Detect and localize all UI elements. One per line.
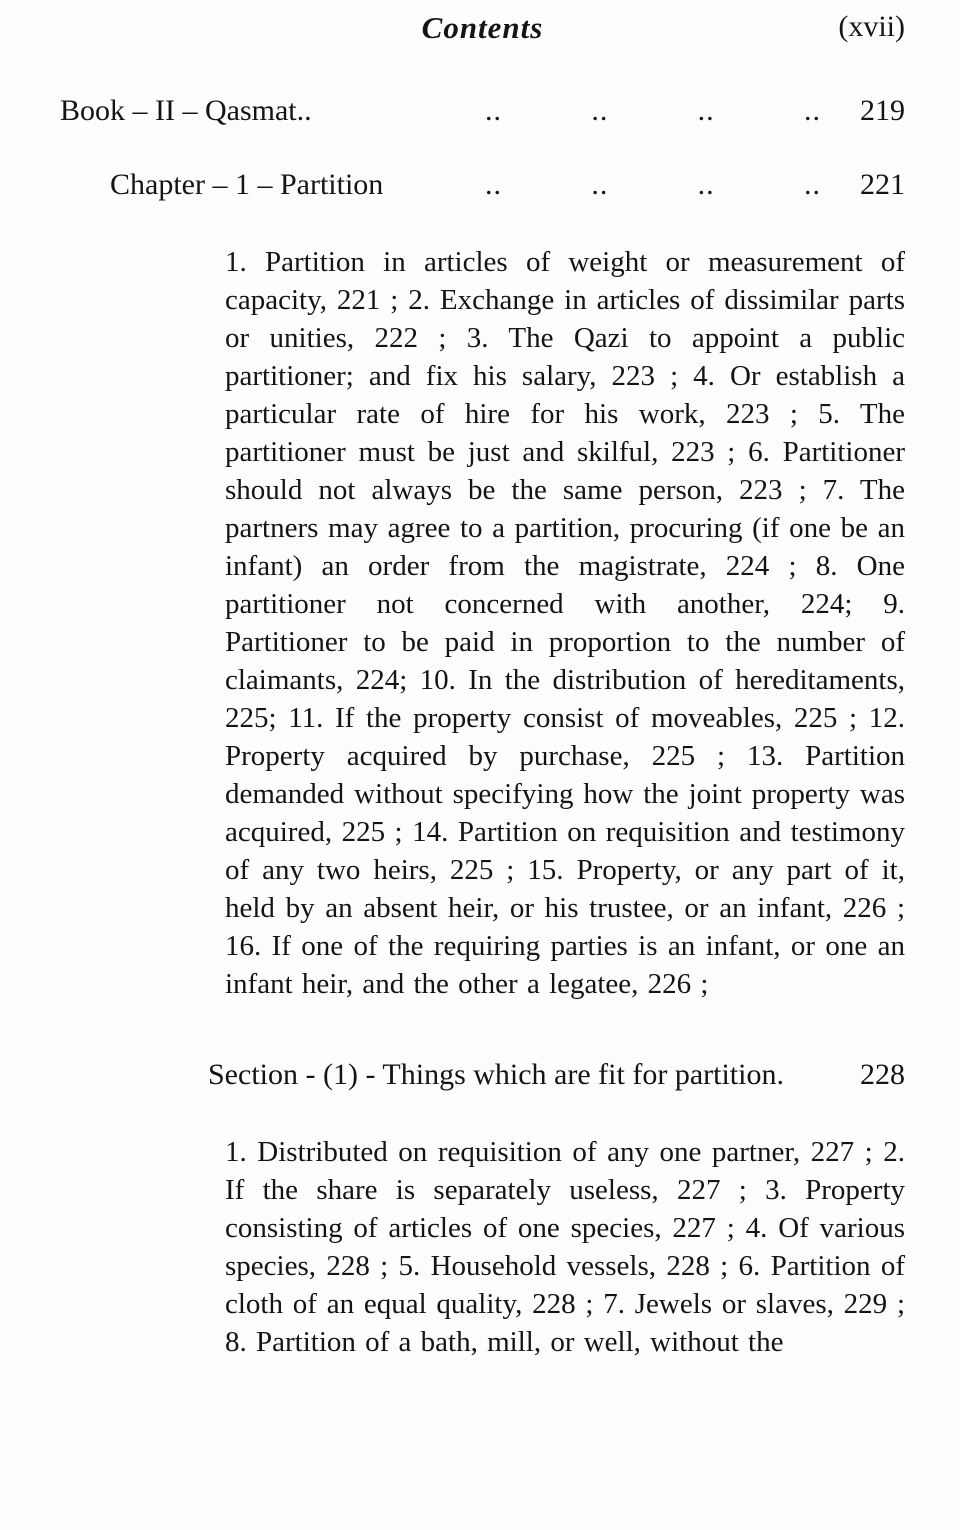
toc-label-book: Book – II – Qasmat.. — [60, 94, 312, 127]
section-page-number: 228 — [860, 1057, 905, 1091]
toc-page-book: 219 — [860, 94, 905, 127]
toc-label-chapter: Chapter – 1 – Partition — [110, 168, 384, 201]
leader-dot: .. — [485, 168, 502, 201]
folio-number: (xvii) — [838, 10, 905, 43]
leader-dot: .. — [697, 94, 715, 127]
section-heading-label: Section - (1) - Things which are fit for partition. — [208, 1057, 784, 1091]
leader-dot: .. — [591, 168, 609, 201]
dot-leaders — [485, 94, 847, 128]
page-title: Contents — [421, 10, 544, 45]
leader-dot: .. — [591, 94, 609, 127]
toc-row-book — [60, 94, 905, 128]
page-header — [60, 10, 905, 54]
dot-leaders — [485, 168, 847, 202]
leader-dot: .. — [697, 168, 715, 201]
toc-page-chapter: 221 — [860, 168, 905, 201]
leader-dot: .. — [485, 94, 502, 127]
toc-row-chapter — [60, 168, 905, 202]
leader-dot: .. — [803, 168, 821, 201]
leader-dot: .. — [803, 94, 821, 127]
chapter-summary-paragraph: 1. Partition in articles of weight or measurement of capacity, 221 ; 2. Exchange in articles of dissimilar parts or unities, 222 ; 3. The Qazi to appoint a public partitioner; and fix his salary, 223 ; 4. Or establish a particular rate of hire for his work, 223 ; 5. The partitioner must be just and skilful, 223 ; 6. Partitioner should not always be the same person, 223 ; 7. The partners may agree to a partition, procuring (if one be an infant) an order from the magistrate, 224 ; 8. One partitioner not concerned with another, 224; 9. Partitioner to be paid in proportion to the number of claimants, 224; 10. In the distribution of hereditaments, 225; 11. If the property consist of moveables, 225 ; 12. Property acquired by purchase, 225 ; 13. Partition demanded without specifying how the joint property was acquired, 225 ; 14. Partition on requisition and testimony of any two heirs, 225 ; 15. Property, or any part of it, held by an absent heir, or his trustee, or an infant, 226 ; 16. If one of the requiring parties is an infant, or one an infant heir, and the other a legatee, 226 ; — [225, 246, 905, 1000]
section-heading-row — [208, 1058, 905, 1092]
section-summary-paragraph: 1. Distributed on requisition of any one partner, 227 ; 2. If the share is separately useless, 227 ; 3. Property consisting of articles of one species, 227 ; 4. Of various species, 228 ; 5. Household vessels, 228 ; 6. Partition of cloth of an equal quality, 228 ; 7. Jewels or slaves, 229 ; 8. Partition of a bath, mill, or well, without the — [225, 1135, 905, 1358]
